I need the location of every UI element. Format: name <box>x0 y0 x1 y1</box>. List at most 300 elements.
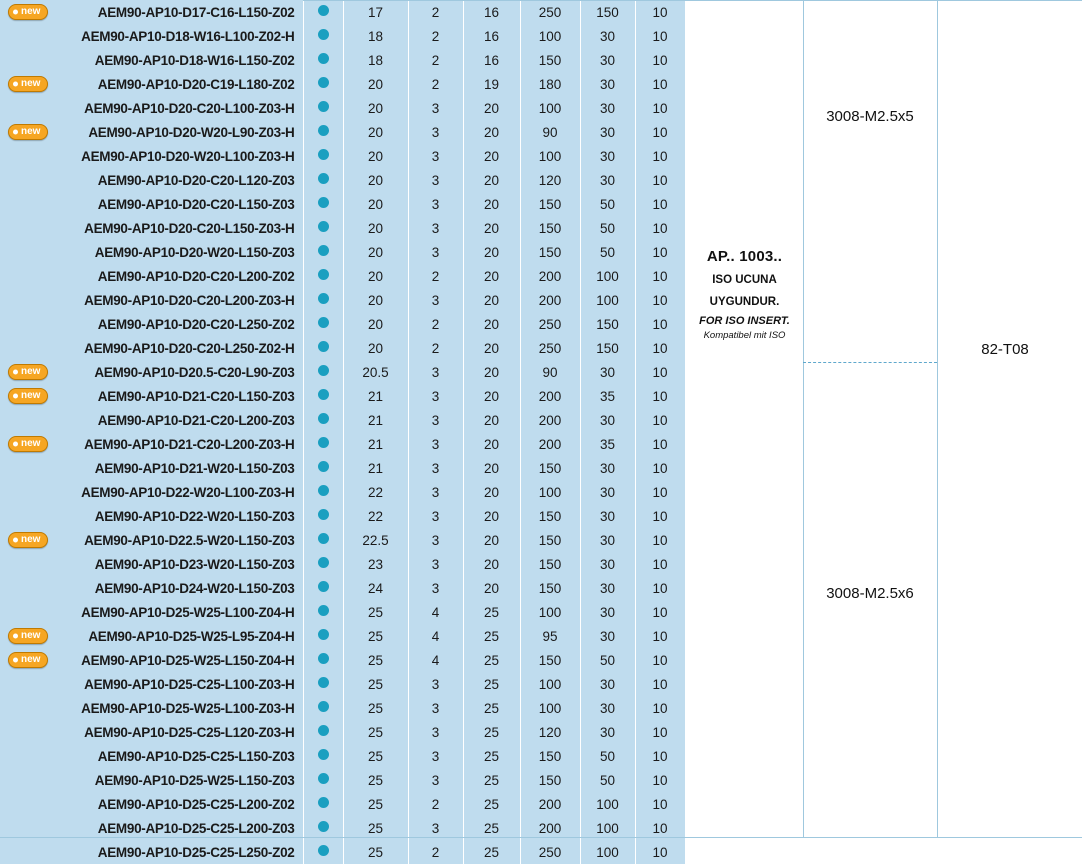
product-code-cell[interactable] <box>0 312 303 336</box>
stock-indicator-cell <box>303 336 343 360</box>
product-code-cell[interactable] <box>0 720 303 744</box>
spacer-cell <box>685 720 705 744</box>
flute-count-cell: 3 <box>408 720 463 744</box>
diameter-cell: 18 <box>343 24 408 48</box>
dot-icon <box>318 653 329 664</box>
product-code-cell[interactable] <box>0 216 303 240</box>
overall-length-cell: 150 <box>520 192 580 216</box>
flute-count-cell: 3 <box>408 816 463 840</box>
diameter-cell: 17 <box>343 0 408 24</box>
spacer-cell <box>685 120 705 144</box>
table-row[interactable] <box>0 312 1082 336</box>
diameter-cell: 25 <box>343 672 408 696</box>
shank-diameter-cell: 20 <box>463 384 520 408</box>
flute-count-cell: 4 <box>408 600 463 624</box>
flute-length-cell: 50 <box>580 216 635 240</box>
key-column-cell <box>942 432 1082 456</box>
product-code-cell[interactable] <box>0 672 303 696</box>
insert-column-cell <box>705 192 812 216</box>
shank-diameter-cell: 20 <box>463 216 520 240</box>
diameter-cell: 20 <box>343 264 408 288</box>
product-code-cell[interactable] <box>0 600 303 624</box>
spacer-cell <box>685 168 705 192</box>
product-code-cell[interactable] <box>0 840 303 864</box>
flute-count-cell: 2 <box>408 264 463 288</box>
table-row[interactable] <box>0 360 1082 384</box>
product-code-cell[interactable] <box>0 624 303 648</box>
dot-icon <box>318 629 329 640</box>
product-code-cell[interactable] <box>0 456 303 480</box>
diameter-cell: 18 <box>343 48 408 72</box>
insert-note-tr-line1: ISO UCUNA <box>712 274 777 286</box>
product-code-cell[interactable] <box>0 384 303 408</box>
table-row[interactable] <box>0 288 1082 312</box>
diameter-cell: 25 <box>343 600 408 624</box>
stock-indicator-cell <box>303 744 343 768</box>
flute-length-cell: 30 <box>580 600 635 624</box>
key-column-cell <box>942 0 1082 24</box>
insert-column-cell <box>705 720 812 744</box>
overall-length-cell: 95 <box>520 624 580 648</box>
screw-column-cell <box>812 624 942 648</box>
table-row[interactable] <box>0 24 1082 48</box>
stock-indicator-cell <box>303 0 343 24</box>
product-code: AEM90-AP10-D24-W20-L150-Z03 <box>94 580 295 596</box>
insert-note-de: Kompatibel mit ISO <box>703 330 786 341</box>
spacer-cell <box>685 0 705 24</box>
stock-indicator-cell <box>303 576 343 600</box>
table-row[interactable] <box>0 696 1082 720</box>
spacer-cell <box>685 768 705 792</box>
product-code: AEM90-AP10-D20-C20-L250-Z02 <box>97 316 295 332</box>
flute-length-cell: 30 <box>580 672 635 696</box>
overall-length-cell: 90 <box>520 120 580 144</box>
product-code-cell[interactable] <box>0 528 303 552</box>
insert-column-cell <box>705 312 812 336</box>
flute-count-cell: 2 <box>408 840 463 864</box>
flute-count-cell: 2 <box>408 336 463 360</box>
overall-length-cell: 250 <box>520 312 580 336</box>
key-column-cell <box>942 576 1082 600</box>
product-code: AEM90-AP10-D18-W16-L100-Z02-H <box>81 28 295 44</box>
shank-diameter-cell: 20 <box>463 144 520 168</box>
product-code: AEM90-AP10-D25-C25-L200-Z02 <box>97 796 295 812</box>
depth-of-cut-cell: 10 <box>635 648 685 672</box>
shank-diameter-cell: 25 <box>463 720 520 744</box>
flute-length-cell: 30 <box>580 48 635 72</box>
dot-icon <box>318 77 329 88</box>
spacer-cell <box>685 72 705 96</box>
flute-length-cell: 150 <box>580 0 635 24</box>
spacer-cell <box>685 288 705 312</box>
flute-count-cell: 3 <box>408 552 463 576</box>
stock-indicator-cell <box>303 432 343 456</box>
shank-diameter-cell: 20 <box>463 480 520 504</box>
product-code-cell[interactable] <box>0 288 303 312</box>
table-row[interactable] <box>0 504 1082 528</box>
product-code-cell[interactable] <box>0 552 303 576</box>
product-code: AEM90-AP10-D25-C25-L150-Z03 <box>97 748 295 764</box>
table-row[interactable] <box>0 168 1082 192</box>
screw-column-cell <box>812 768 942 792</box>
product-code: AEM90-AP10-D25-W25-L100-Z04-H <box>81 604 295 620</box>
stock-indicator-cell <box>303 768 343 792</box>
product-code-cell[interactable] <box>0 696 303 720</box>
stock-indicator-cell <box>303 312 343 336</box>
key-column-cell <box>942 48 1082 72</box>
table-row[interactable] <box>0 648 1082 672</box>
spacer-cell <box>685 432 705 456</box>
insert-column-cell <box>705 528 812 552</box>
dot-icon <box>318 269 329 280</box>
diameter-cell: 25 <box>343 768 408 792</box>
key-column-cell <box>942 840 1082 864</box>
flute-length-cell: 100 <box>580 288 635 312</box>
table-row[interactable] <box>0 456 1082 480</box>
depth-of-cut-cell: 10 <box>635 768 685 792</box>
depth-of-cut-cell: 10 <box>635 48 685 72</box>
product-code: AEM90-AP10-D25-W25-L150-Z04-H <box>81 652 295 668</box>
table-row[interactable] <box>0 576 1082 600</box>
spacer-cell <box>685 840 705 864</box>
product-code-cell[interactable] <box>0 168 303 192</box>
new-badge: new <box>8 628 48 644</box>
diameter-cell: 20 <box>343 240 408 264</box>
key-column-cell <box>942 408 1082 432</box>
insert-column-cell <box>705 216 812 240</box>
flute-length-cell: 50 <box>580 744 635 768</box>
shank-diameter-cell: 25 <box>463 600 520 624</box>
depth-of-cut-cell: 10 <box>635 672 685 696</box>
product-code-cell[interactable] <box>0 648 303 672</box>
new-badge: new <box>8 364 48 380</box>
screw-column-cell <box>812 288 942 312</box>
overall-length-cell: 150 <box>520 768 580 792</box>
dot-icon <box>318 293 329 304</box>
product-code: AEM90-AP10-D25-W25-L95-Z04-H <box>88 628 295 644</box>
new-badge: new <box>8 436 48 452</box>
table-row[interactable] <box>0 624 1082 648</box>
product-code: AEM90-AP10-D20-W20-L90-Z03-H <box>88 124 295 140</box>
insert-designation: AP.. 1003.. <box>706 248 783 265</box>
overall-length-cell: 100 <box>520 480 580 504</box>
table-row[interactable] <box>0 120 1082 144</box>
new-badge: new <box>8 124 48 140</box>
dot-icon <box>318 197 329 208</box>
shank-diameter-cell: 20 <box>463 168 520 192</box>
shank-diameter-cell: 25 <box>463 816 520 840</box>
flute-count-cell: 3 <box>408 240 463 264</box>
new-badge: new <box>8 4 48 20</box>
diameter-cell: 23 <box>343 552 408 576</box>
key-column-cell <box>942 384 1082 408</box>
depth-of-cut-cell: 10 <box>635 408 685 432</box>
shank-diameter-cell: 25 <box>463 840 520 864</box>
screw-column-cell <box>812 792 942 816</box>
product-code-cell[interactable] <box>0 192 303 216</box>
table-row[interactable] <box>0 672 1082 696</box>
spacer-cell <box>685 408 705 432</box>
shank-diameter-cell: 20 <box>463 408 520 432</box>
insert-column-cell <box>705 72 812 96</box>
dot-icon <box>318 149 329 160</box>
flute-length-cell: 30 <box>580 552 635 576</box>
flute-length-cell: 30 <box>580 72 635 96</box>
screw-column-cell <box>812 96 942 120</box>
product-code-cell[interactable] <box>0 96 303 120</box>
product-code-cell[interactable] <box>0 408 303 432</box>
table-row[interactable] <box>0 552 1082 576</box>
table-row[interactable] <box>0 384 1082 408</box>
product-code-cell[interactable] <box>0 24 303 48</box>
shank-diameter-cell: 25 <box>463 648 520 672</box>
flute-count-cell: 3 <box>408 288 463 312</box>
overall-length-cell: 120 <box>520 720 580 744</box>
product-code-cell[interactable] <box>0 576 303 600</box>
insert-column-cell <box>705 432 812 456</box>
depth-of-cut-cell: 10 <box>635 816 685 840</box>
insert-column-cell <box>705 672 812 696</box>
diameter-cell: 25 <box>343 648 408 672</box>
key-column-cell <box>942 144 1082 168</box>
product-code-cell[interactable] <box>0 336 303 360</box>
insert-column-cell <box>705 696 812 720</box>
flute-count-cell: 3 <box>408 384 463 408</box>
table-row[interactable] <box>0 96 1082 120</box>
screw-column-cell <box>812 696 942 720</box>
product-code: AEM90-AP10-D22-W20-L150-Z03 <box>94 508 295 524</box>
screw-column-cell <box>812 600 942 624</box>
key-column-cell <box>942 624 1082 648</box>
flute-length-cell: 35 <box>580 432 635 456</box>
stock-indicator-cell <box>303 552 343 576</box>
screw-column-cell <box>812 192 942 216</box>
diameter-cell: 22.5 <box>343 528 408 552</box>
product-code: AEM90-AP10-D18-W16-L150-Z02 <box>94 52 295 68</box>
diameter-cell: 20 <box>343 96 408 120</box>
product-code-cell[interactable] <box>0 48 303 72</box>
flute-length-cell: 30 <box>580 720 635 744</box>
dot-icon <box>318 341 329 352</box>
product-code-cell[interactable] <box>0 360 303 384</box>
product-code: AEM90-AP10-D20-C20-L150-Z03-H <box>84 220 295 236</box>
product-code: AEM90-AP10-D21-C20-L200-Z03 <box>97 412 295 428</box>
overall-length-cell: 250 <box>520 336 580 360</box>
table-row[interactable] <box>0 768 1082 792</box>
shank-diameter-cell: 16 <box>463 48 520 72</box>
product-code-cell[interactable] <box>0 504 303 528</box>
table-row[interactable] <box>0 336 1082 360</box>
flute-count-cell: 2 <box>408 0 463 24</box>
flute-count-cell: 3 <box>408 480 463 504</box>
stock-indicator-cell <box>303 72 343 96</box>
overall-length-cell: 120 <box>520 168 580 192</box>
table-row[interactable] <box>0 528 1082 552</box>
screw-column-cell <box>812 744 942 768</box>
flute-length-cell: 50 <box>580 240 635 264</box>
insert-column-cell <box>705 288 812 312</box>
key-column-cell <box>942 504 1082 528</box>
insert-column-cell <box>705 456 812 480</box>
stock-indicator-cell <box>303 672 343 696</box>
flute-count-cell: 3 <box>408 168 463 192</box>
depth-of-cut-cell: 10 <box>635 456 685 480</box>
screw-column-cell <box>812 312 942 336</box>
flute-count-cell: 4 <box>408 648 463 672</box>
flute-count-cell: 2 <box>408 72 463 96</box>
overall-length-cell: 150 <box>520 216 580 240</box>
shank-diameter-cell: 20 <box>463 432 520 456</box>
table-row[interactable] <box>0 48 1082 72</box>
spacer-cell <box>685 456 705 480</box>
flute-count-cell: 3 <box>408 96 463 120</box>
diameter-cell: 20 <box>343 216 408 240</box>
wrench-code: 82-T08 <box>981 341 1029 358</box>
overall-length-cell: 150 <box>520 456 580 480</box>
insert-column-cell <box>705 240 812 264</box>
overall-length-cell: 150 <box>520 744 580 768</box>
spacer-cell <box>685 480 705 504</box>
flute-count-cell: 3 <box>408 768 463 792</box>
overall-length-cell: 100 <box>520 144 580 168</box>
shank-diameter-cell: 25 <box>463 792 520 816</box>
screw-column-cell <box>812 480 942 504</box>
dot-icon <box>318 605 329 616</box>
depth-of-cut-cell: 10 <box>635 336 685 360</box>
stock-indicator-cell <box>303 24 343 48</box>
screw-column-cell <box>812 432 942 456</box>
insert-column-cell <box>705 144 812 168</box>
product-code-cell[interactable] <box>0 432 303 456</box>
flute-count-cell: 3 <box>408 528 463 552</box>
key-column-cell <box>942 360 1082 384</box>
depth-of-cut-cell: 10 <box>635 240 685 264</box>
overall-length-cell: 90 <box>520 360 580 384</box>
screw-column-cell <box>812 576 942 600</box>
screw-column-cell <box>812 528 942 552</box>
table-row[interactable] <box>0 0 1082 24</box>
dot-icon <box>318 5 329 16</box>
table-row[interactable] <box>0 480 1082 504</box>
diameter-cell: 20 <box>343 144 408 168</box>
shank-diameter-cell: 25 <box>463 624 520 648</box>
product-code-cell[interactable] <box>0 768 303 792</box>
table-row[interactable] <box>0 720 1082 744</box>
shank-diameter-cell: 20 <box>463 528 520 552</box>
flute-count-cell: 3 <box>408 120 463 144</box>
flute-count-cell: 3 <box>408 576 463 600</box>
insert-column-cell <box>705 336 812 360</box>
diameter-cell: 25 <box>343 816 408 840</box>
dot-icon <box>318 245 329 256</box>
product-code-cell[interactable] <box>0 792 303 816</box>
table-row[interactable] <box>0 72 1082 96</box>
shank-diameter-cell: 20 <box>463 240 520 264</box>
insert-note-en: FOR ISO INSERT. <box>699 315 790 327</box>
depth-of-cut-cell: 10 <box>635 192 685 216</box>
table-row[interactable] <box>0 840 1082 864</box>
key-column-cell <box>942 96 1082 120</box>
product-code-cell[interactable] <box>0 144 303 168</box>
key-column-cell <box>942 72 1082 96</box>
stock-indicator-cell <box>303 288 343 312</box>
dot-icon <box>318 461 329 472</box>
product-code-cell[interactable] <box>0 264 303 288</box>
product-code-cell[interactable] <box>0 120 303 144</box>
dot-icon <box>318 437 329 448</box>
dot-icon <box>318 29 329 40</box>
product-code-cell[interactable] <box>0 0 303 24</box>
overall-length-cell: 150 <box>520 552 580 576</box>
spacer-cell <box>685 240 705 264</box>
dot-icon <box>318 533 329 544</box>
shank-diameter-cell: 20 <box>463 312 520 336</box>
product-code-cell[interactable] <box>0 480 303 504</box>
insert-column-cell <box>705 408 812 432</box>
diameter-cell: 20 <box>343 288 408 312</box>
dot-icon <box>318 101 329 112</box>
product-code-cell[interactable] <box>0 72 303 96</box>
table-row[interactable] <box>0 144 1082 168</box>
product-code-cell[interactable] <box>0 744 303 768</box>
product-code-cell[interactable] <box>0 240 303 264</box>
insert-column-cell <box>705 768 812 792</box>
dot-icon <box>318 317 329 328</box>
overall-length-cell: 200 <box>520 264 580 288</box>
table-row[interactable] <box>0 792 1082 816</box>
product-code: AEM90-AP10-D21-C20-L150-Z03 <box>97 388 295 404</box>
table-row[interactable] <box>0 408 1082 432</box>
dot-icon <box>318 509 329 520</box>
stock-indicator-cell <box>303 384 343 408</box>
depth-of-cut-cell: 10 <box>635 696 685 720</box>
table-row[interactable] <box>0 600 1082 624</box>
table-row[interactable] <box>0 216 1082 240</box>
diameter-cell: 20 <box>343 192 408 216</box>
shank-diameter-cell: 19 <box>463 72 520 96</box>
product-code: AEM90-AP10-D25-C25-L250-Z02 <box>97 844 295 860</box>
product-code: AEM90-AP10-D20-W20-L100-Z03-H <box>81 148 295 164</box>
product-code: AEM90-AP10-D22-W20-L100-Z03-H <box>81 484 295 500</box>
product-code: AEM90-AP10-D22.5-W20-L150-Z03 <box>84 532 295 548</box>
key-column-cell <box>942 672 1082 696</box>
product-code: AEM90-AP10-D20-C19-L180-Z02 <box>97 76 295 92</box>
table-row[interactable] <box>0 240 1082 264</box>
new-badge: new <box>8 76 48 92</box>
overall-length-cell: 150 <box>520 48 580 72</box>
stock-indicator-cell <box>303 144 343 168</box>
product-code: AEM90-AP10-D17-C16-L150-Z02 <box>97 4 295 20</box>
overall-length-cell: 200 <box>520 792 580 816</box>
screw-column-cell <box>812 216 942 240</box>
screw-column-cell <box>812 264 942 288</box>
product-code: AEM90-AP10-D21-C20-L200-Z03-H <box>84 436 295 452</box>
depth-of-cut-cell: 10 <box>635 144 685 168</box>
spacer-cell <box>685 672 705 696</box>
table-row[interactable] <box>0 432 1082 456</box>
spacer-cell <box>685 648 705 672</box>
depth-of-cut-cell: 10 <box>635 624 685 648</box>
product-code: AEM90-AP10-D25-C25-L120-Z03-H <box>84 724 295 740</box>
depth-of-cut-cell: 10 <box>635 24 685 48</box>
spacer-cell <box>685 264 705 288</box>
table-row[interactable] <box>0 192 1082 216</box>
flute-length-cell: 100 <box>580 840 635 864</box>
table-row[interactable] <box>0 744 1082 768</box>
insert-column-cell <box>705 360 812 384</box>
table-row[interactable] <box>0 264 1082 288</box>
flute-length-cell: 100 <box>580 816 635 840</box>
